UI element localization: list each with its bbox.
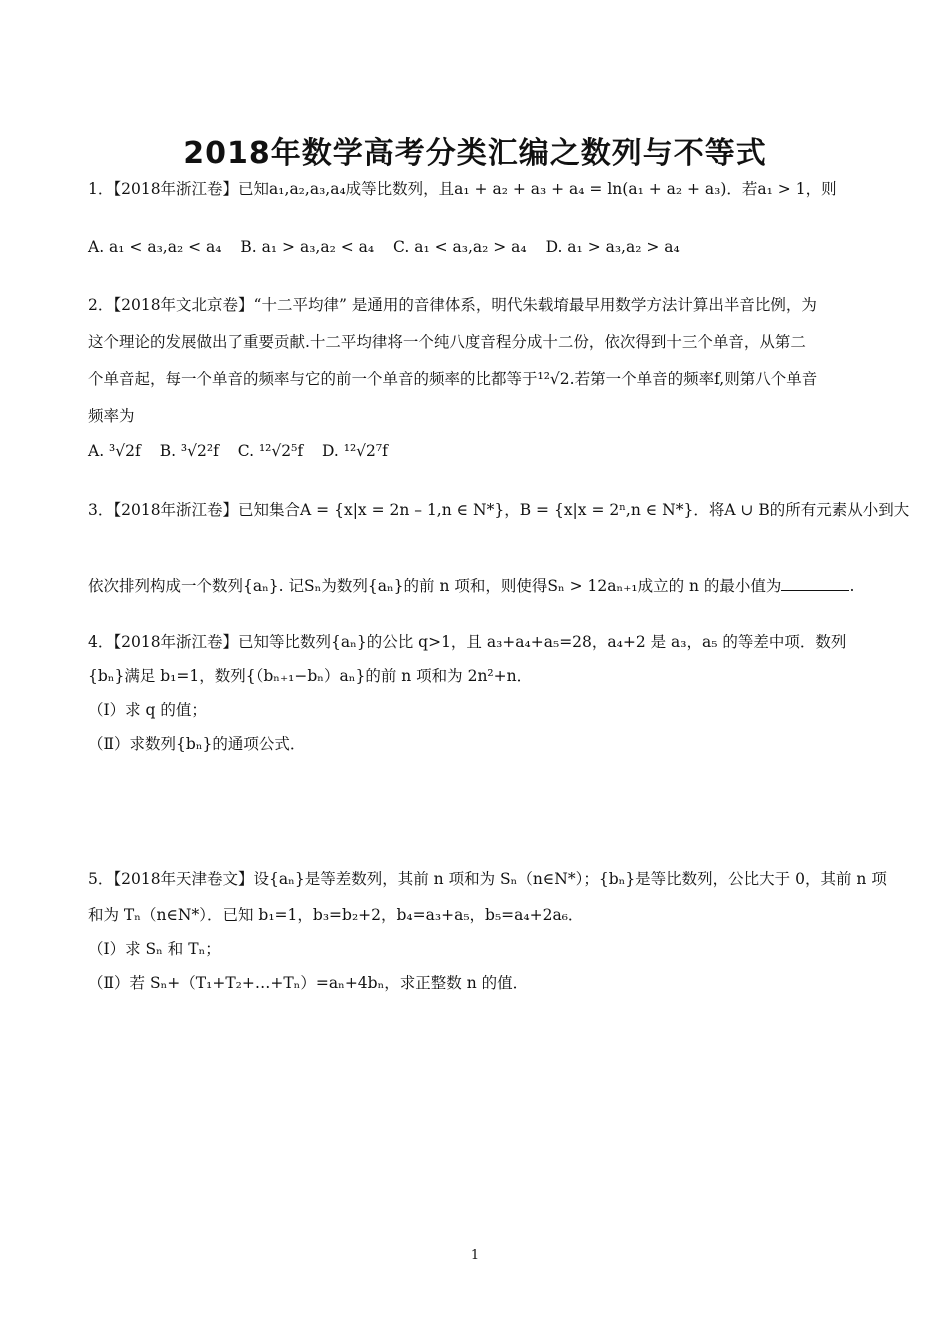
q4-part1: （Ⅰ）求 q 的值； (88, 701, 207, 719)
q2-options (88, 440, 878, 462)
q1-option-c: C. a₁ < a₃,a₂ > a₄ (393, 238, 527, 256)
q2-option-b: B. ³√2²f (159, 442, 219, 460)
q2-option-d: D. ¹²√2⁷f (322, 442, 388, 460)
q3-stem-line1: 3．【2018年浙江卷】已知集合A = {x|x = 2n – 1,n ∈ N*}，B = {x|x = 2ⁿ,n ∈ N*}．将A ∪ B的所有元素从小到大 (88, 501, 910, 519)
q2-option-c: C. ¹²√2⁵f (237, 442, 304, 460)
document-title: 2018年数学高考分类汇编之数列与不等式 (183, 136, 767, 171)
q1-option-b: B. a₁ > a₃,a₂ < a₄ (240, 238, 375, 256)
q1-option-a: A. a₁ < a₃,a₂ < a₄ (88, 238, 222, 256)
q3-stem-end: . (849, 577, 855, 595)
q2-stem-line2: 这个理论的发展做出了重要贡献.十二平均律将一个纯八度音程分成十二份，依次得到十三个单音，从第二 (88, 333, 806, 351)
q3-stem-text: 依次排列构成一个数列{aₙ}. 记Sₙ为数列{aₙ}的前 n 项和，则使得Sₙ > 12aₙ₊₁成立的 n 的最小值为 (88, 577, 782, 595)
q5-part2: （Ⅱ）若 Sₙ+（T₁+T₂+…+Tₙ）=aₙ+4bₙ，求正整数 n 的值． (88, 974, 529, 992)
q5-part1: （Ⅰ）求 Sₙ 和 Tₙ； (88, 940, 221, 958)
q4-part2: （Ⅱ）求数列{bₙ}的通项公式． (88, 735, 306, 753)
q4-stem-line1: 4．【2018年浙江卷】已知等比数列{aₙ}的公比 q>1，且 a₃+a₄+a₅=28，a₄+2 是 a₃，a₅ 的等差中项．数列 (88, 633, 847, 651)
q5-stem-line2: 和为 Tₙ（n∈N*）．已知 b₁=1，b₃=b₂+2，b₄=a₃+a₅，b₅=a₄+2a₆． (88, 906, 584, 924)
page-number: 1 (470, 1248, 480, 1263)
q4-stem-line2: {bₙ}满足 b₁=1，数列{（bₙ₊₁−bₙ）aₙ}的前 n 项和为 2n²+n． (88, 667, 533, 685)
q1-option-d: D. a₁ > a₃,a₂ > a₄ (545, 238, 680, 256)
answer-blank (781, 576, 849, 591)
q2-option-a: A. ³√2f (88, 442, 141, 460)
q3-stem-line2 (88, 575, 878, 597)
q5-stem-line1: 5．【2018年天津卷文】设{aₙ}是等差数列，其前 n 项和为 Sₙ（n∈N*）；{bₙ}是等比数列，公比大于 0，其前 n 项 (88, 870, 887, 888)
q1-options (88, 236, 878, 258)
q1-stem: 1．【2018年浙江卷】已知a₁,a₂,a₃,a₄成等比数列，且a₁ + a₂ + a₃ + a₄ = ln(a₁ + a₂ + a₃)．若a₁ > 1，则 (88, 180, 837, 198)
q2-stem-line3: 个单音起，每一个单音的频率与它的前一个单音的频率的比都等于¹²√2.若第一个单音的频率f,则第八个单音 (88, 370, 818, 388)
q2-stem-line4: 频率为 (88, 407, 135, 425)
q2-stem-line1: 2．【2018年文北京卷】“十二平均律” 是通用的音律体系，明代朱载堉最早用数学方法计算出半音比例，为 (88, 296, 817, 314)
